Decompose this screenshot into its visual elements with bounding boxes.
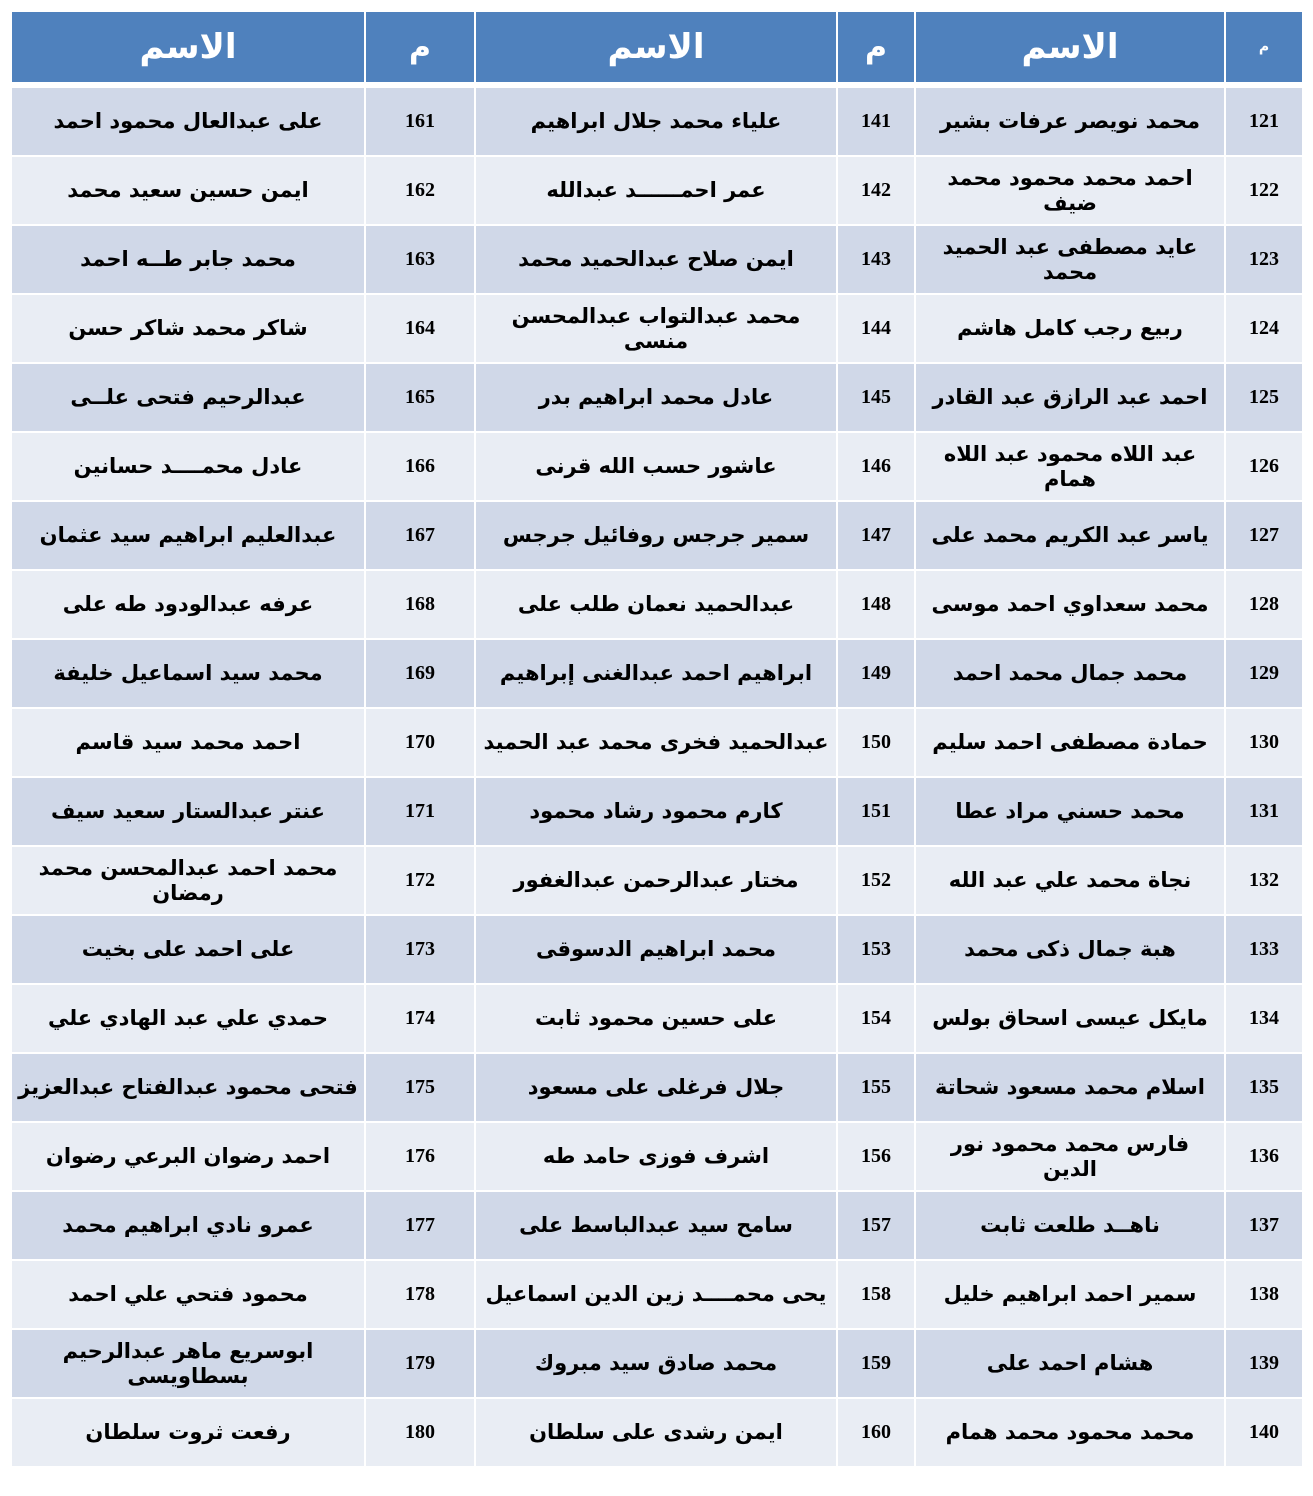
name-col2: عمر احمــــــد عبدالله	[474, 157, 836, 226]
row-number-col3: 162	[364, 157, 474, 226]
table-row	[12, 847, 1302, 916]
roster-page	[12, 12, 1302, 1468]
table-row	[12, 778, 1302, 847]
row-number-col3: 171	[364, 778, 474, 847]
name-col2: عاشور حسب الله قرنى	[474, 433, 836, 502]
row-number-col3: 178	[364, 1261, 474, 1330]
row-number-col3: 161	[364, 88, 474, 157]
header-number-2: م	[836, 12, 914, 88]
table-row	[12, 1123, 1302, 1192]
row-number-col1: 127	[1224, 502, 1302, 571]
header-number-3: م	[364, 12, 474, 88]
row-number-col2: 147	[836, 502, 914, 571]
name-col1: محمد جمال محمد احمد	[914, 640, 1224, 709]
name-col2: عادل محمد ابراهيم بدر	[474, 364, 836, 433]
name-col3: محمد سيد اسماعيل خليفة	[12, 640, 364, 709]
name-col2: ايمن رشدى على سلطان	[474, 1399, 836, 1468]
name-col1: عبد اللاه محمود عبد اللاه همام	[914, 433, 1224, 502]
name-col2: محمد ابراهيم الدسوقى	[474, 916, 836, 985]
table-row	[12, 709, 1302, 778]
row-number-col1: 131	[1224, 778, 1302, 847]
name-col3: على عبدالعال محمود احمد	[12, 88, 364, 157]
name-col1: سمير احمد ابراهيم خليل	[914, 1261, 1224, 1330]
row-number-col2: 148	[836, 571, 914, 640]
header-name-1: الاسم	[914, 12, 1224, 88]
row-number-col1: 125	[1224, 364, 1302, 433]
name-col1: محمد نويصر عرفات بشير	[914, 88, 1224, 157]
row-number-col1: 122	[1224, 157, 1302, 226]
row-number-col2: 154	[836, 985, 914, 1054]
row-number-col3: 164	[364, 295, 474, 364]
name-col3: رفعت ثروت سلطان	[12, 1399, 364, 1468]
row-number-col1: 129	[1224, 640, 1302, 709]
row-number-col3: 174	[364, 985, 474, 1054]
row-number-col2: 155	[836, 1054, 914, 1123]
header-name-3: الاسم	[12, 12, 364, 88]
row-number-col1: 136	[1224, 1123, 1302, 1192]
name-col2: على حسين محمود ثابت	[474, 985, 836, 1054]
name-col3: عرفه عبدالودود طه على	[12, 571, 364, 640]
name-col3: فتحى محمود عبدالفتاح عبدالعزيز	[12, 1054, 364, 1123]
name-col3: محمد جابر طــه احمد	[12, 226, 364, 295]
row-number-col1: 140	[1224, 1399, 1302, 1468]
name-col3: على احمد على بخيت	[12, 916, 364, 985]
name-col1: احمد عبد الرازق عبد القادر	[914, 364, 1224, 433]
name-col2: ابراهيم احمد عبدالغنى إبراهيم	[474, 640, 836, 709]
row-number-col3: 169	[364, 640, 474, 709]
name-col1: اسلام محمد مسعود شحاتة	[914, 1054, 1224, 1123]
name-col3: عبدالرحيم فتحى علــى	[12, 364, 364, 433]
roster-table	[12, 12, 1302, 1468]
row-number-col1: 124	[1224, 295, 1302, 364]
row-number-col1: 126	[1224, 433, 1302, 502]
row-number-col2: 159	[836, 1330, 914, 1399]
table-row	[12, 985, 1302, 1054]
row-number-col3: 180	[364, 1399, 474, 1468]
name-col2: مختار عبدالرحمن عبدالغفور	[474, 847, 836, 916]
row-number-col2: 142	[836, 157, 914, 226]
name-col2: اشرف فوزى حامد طه	[474, 1123, 836, 1192]
row-number-col2: 157	[836, 1192, 914, 1261]
row-number-col3: 170	[364, 709, 474, 778]
name-col1: هبة جمال ذكى محمد	[914, 916, 1224, 985]
row-number-col2: 152	[836, 847, 914, 916]
row-number-col3: 175	[364, 1054, 474, 1123]
row-number-col3: 172	[364, 847, 474, 916]
row-number-col2: 160	[836, 1399, 914, 1468]
name-col2: ايمن صلاح عبدالحميد محمد	[474, 226, 836, 295]
name-col1: محمد سعداوي احمد موسى	[914, 571, 1224, 640]
row-number-col1: 133	[1224, 916, 1302, 985]
row-number-col2: 153	[836, 916, 914, 985]
table-row	[12, 226, 1302, 295]
row-number-col1: 123	[1224, 226, 1302, 295]
table-row	[12, 1399, 1302, 1468]
name-col3: شاكر محمد شاكر حسن	[12, 295, 364, 364]
name-col3: ابوسريع ماهر عبدالرحيم بسطاويسى	[12, 1330, 364, 1399]
table-row	[12, 1192, 1302, 1261]
row-number-col3: 179	[364, 1330, 474, 1399]
table-row	[12, 88, 1302, 157]
name-col2: يحى محمــــد زين الدين اسماعيل	[474, 1261, 836, 1330]
name-col2: علياء محمد جلال ابراهيم	[474, 88, 836, 157]
name-col1: احمد محمد محمود محمد ضيف	[914, 157, 1224, 226]
row-number-col1: 132	[1224, 847, 1302, 916]
row-number-col2: 149	[836, 640, 914, 709]
row-number-col2: 156	[836, 1123, 914, 1192]
name-col1: حمادة مصطفى احمد سليم	[914, 709, 1224, 778]
name-col2: جلال فرغلى على مسعود	[474, 1054, 836, 1123]
name-col1: محمد حسني مراد عطا	[914, 778, 1224, 847]
table-row	[12, 157, 1302, 226]
name-col3: عمرو نادي ابراهيم محمد	[12, 1192, 364, 1261]
table-row	[12, 364, 1302, 433]
table-row	[12, 502, 1302, 571]
table-row	[12, 295, 1302, 364]
name-col3: محمد احمد عبدالمحسن محمد رمضان	[12, 847, 364, 916]
row-number-col3: 166	[364, 433, 474, 502]
table-row	[12, 571, 1302, 640]
table-row	[12, 433, 1302, 502]
header-number-1: م	[1224, 12, 1302, 88]
row-number-col2: 144	[836, 295, 914, 364]
row-number-col1: 121	[1224, 88, 1302, 157]
row-number-col2: 150	[836, 709, 914, 778]
row-number-col2: 143	[836, 226, 914, 295]
row-number-col3: 165	[364, 364, 474, 433]
name-col1: ناهــد طلعت ثابت	[914, 1192, 1224, 1261]
row-number-col2: 145	[836, 364, 914, 433]
name-col1: عايد مصطفى عبد الحميد محمد	[914, 226, 1224, 295]
row-number-col3: 168	[364, 571, 474, 640]
roster-body	[12, 88, 1302, 1468]
row-number-col3: 163	[364, 226, 474, 295]
row-number-col1: 134	[1224, 985, 1302, 1054]
table-row	[12, 640, 1302, 709]
row-number-col1: 135	[1224, 1054, 1302, 1123]
row-number-col2: 146	[836, 433, 914, 502]
name-col3: حمدي علي عبد الهادي علي	[12, 985, 364, 1054]
name-col2: محمد صادق سيد مبروك	[474, 1330, 836, 1399]
name-col1: فارس محمد محمود نور الدين	[914, 1123, 1224, 1192]
table-row	[12, 1054, 1302, 1123]
table-row	[12, 916, 1302, 985]
name-col1: ربيع رجب كامل هاشم	[914, 295, 1224, 364]
row-number-col2: 141	[836, 88, 914, 157]
name-col3: عادل محمــــد حسانين	[12, 433, 364, 502]
name-col2: سمير جرجس روفائيل جرجس	[474, 502, 836, 571]
name-col3: احمد رضوان البرعي رضوان	[12, 1123, 364, 1192]
table-row	[12, 1330, 1302, 1399]
header-row	[12, 12, 1302, 88]
row-number-col1: 138	[1224, 1261, 1302, 1330]
name-col3: عنتر عبدالستار سعيد سيف	[12, 778, 364, 847]
name-col2: سامح سيد عبدالباسط على	[474, 1192, 836, 1261]
name-col3: احمد محمد سيد قاسم	[12, 709, 364, 778]
name-col3: محمود فتحي علي احمد	[12, 1261, 364, 1330]
row-number-col3: 173	[364, 916, 474, 985]
table-row	[12, 1261, 1302, 1330]
name-col1: محمد محمود محمد همام	[914, 1399, 1224, 1468]
row-number-col1: 130	[1224, 709, 1302, 778]
header-name-2: الاسم	[474, 12, 836, 88]
name-col2: عبدالحميد نعمان طلب على	[474, 571, 836, 640]
row-number-col2: 158	[836, 1261, 914, 1330]
name-col1: نجاة محمد علي عبد الله	[914, 847, 1224, 916]
name-col1: ياسر عبد الكريم محمد على	[914, 502, 1224, 571]
name-col2: كارم محمود رشاد محمود	[474, 778, 836, 847]
row-number-col3: 177	[364, 1192, 474, 1261]
name-col1: مايكل عيسى اسحاق بولس	[914, 985, 1224, 1054]
row-number-col2: 151	[836, 778, 914, 847]
row-number-col3: 167	[364, 502, 474, 571]
name-col2: عبدالحميد فخرى محمد عبد الحميد	[474, 709, 836, 778]
name-col3: ايمن حسين سعيد محمد	[12, 157, 364, 226]
name-col2: محمد عبدالتواب عبدالمحسن منسى	[474, 295, 836, 364]
row-number-col1: 137	[1224, 1192, 1302, 1261]
row-number-col1: 139	[1224, 1330, 1302, 1399]
row-number-col3: 176	[364, 1123, 474, 1192]
row-number-col1: 128	[1224, 571, 1302, 640]
name-col1: هشام احمد على	[914, 1330, 1224, 1399]
name-col3: عبدالعليم ابراهيم سيد عثمان	[12, 502, 364, 571]
